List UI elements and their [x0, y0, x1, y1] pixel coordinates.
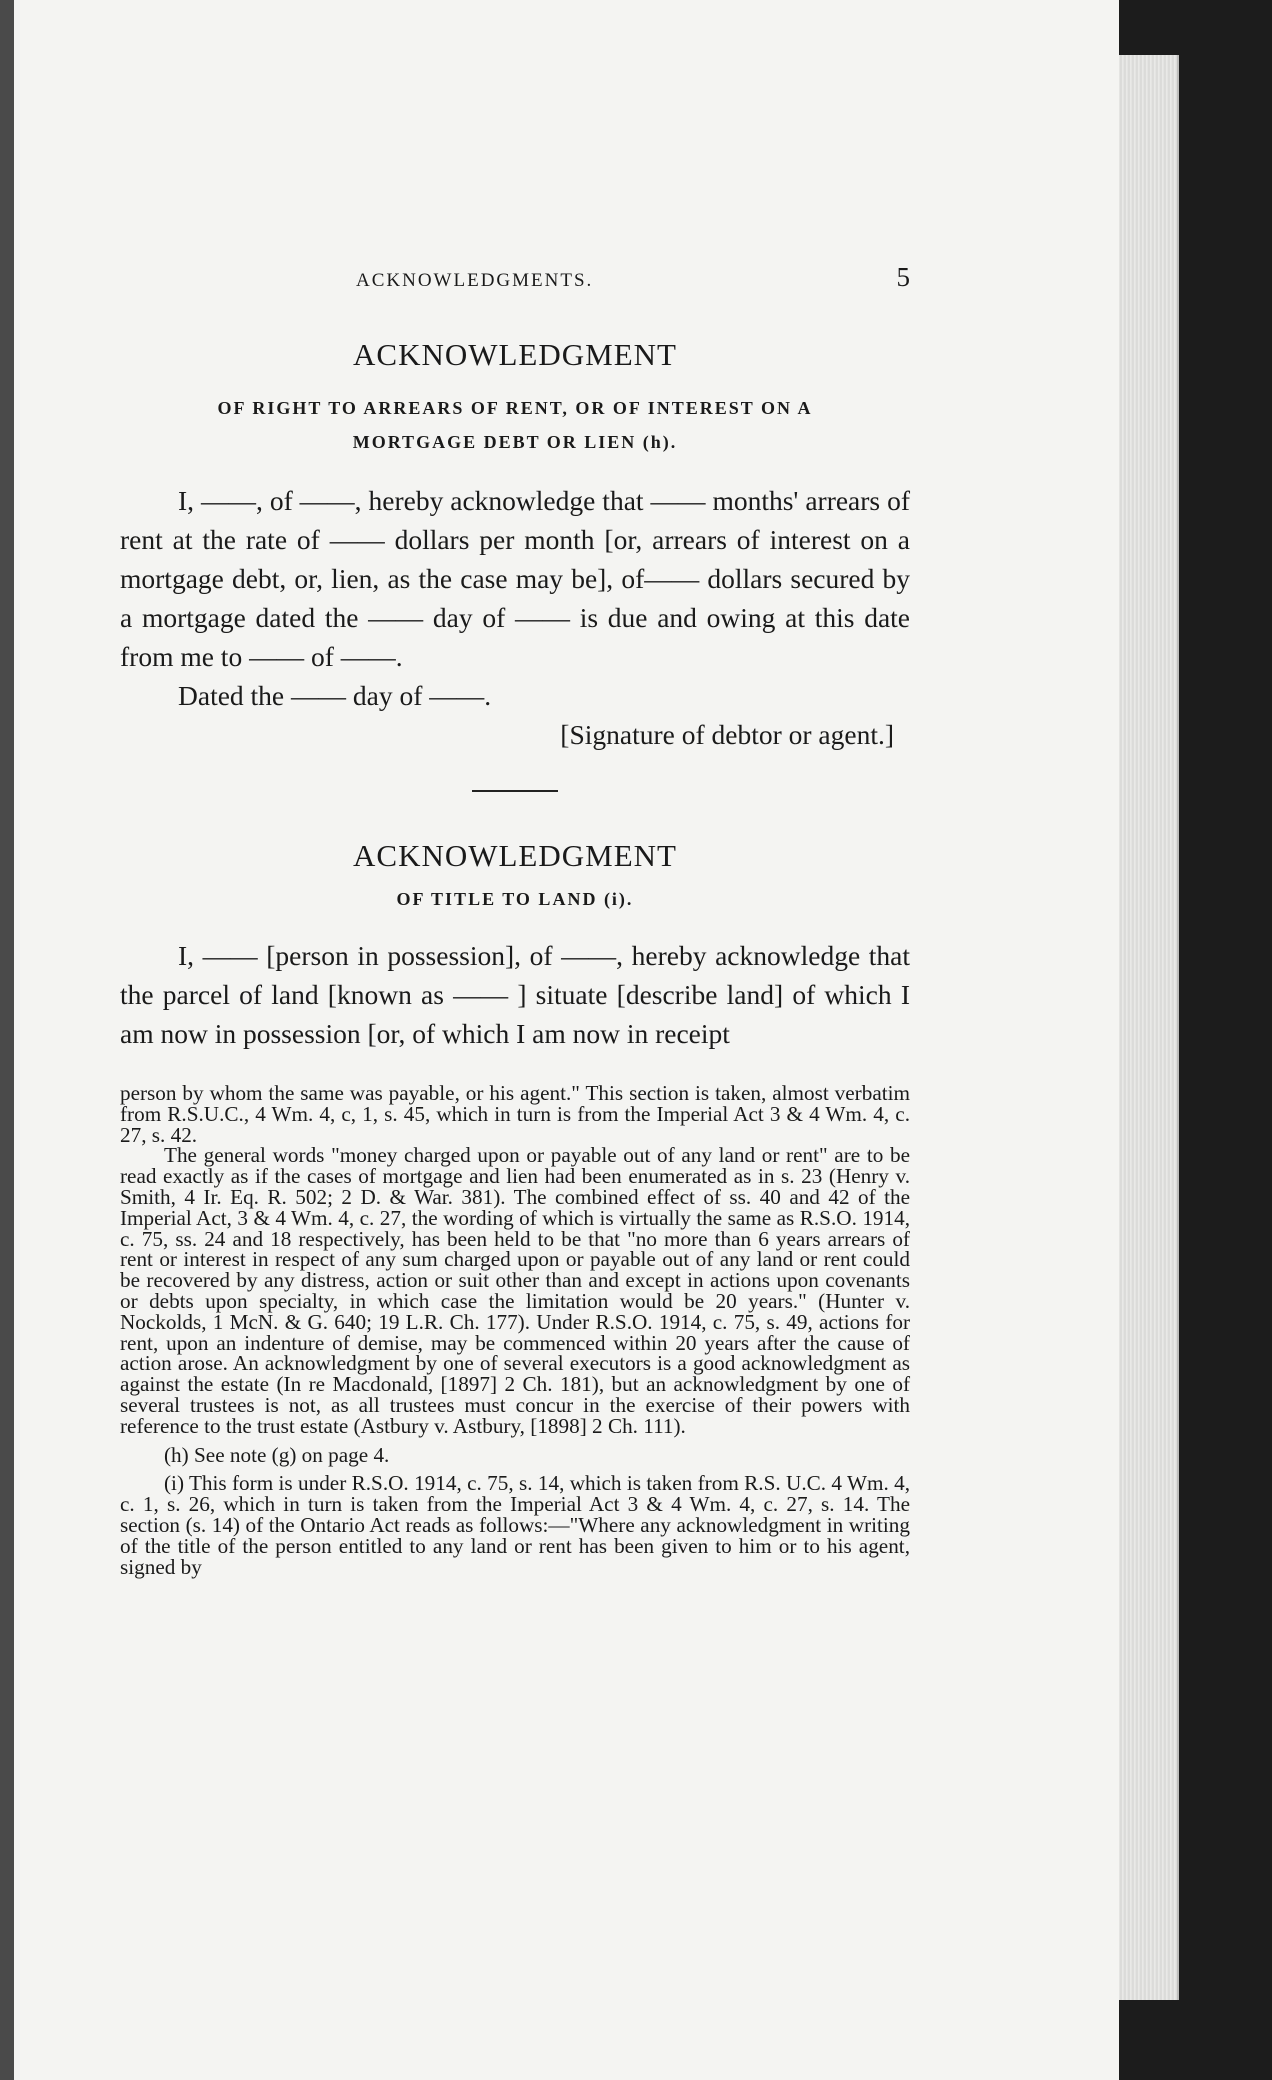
footnote-h: (h) See note (g) on page 4. [164, 1442, 390, 1467]
form1-dated: Dated the —— day of ——. [178, 680, 492, 711]
form1-subtitle-line2: MORTGAGE DEBT OR LIEN (h). [352, 432, 678, 452]
footnote-continuation: person by whom the same was payable, or his agent." This section is taken, almost verbatim from R.S.U.C., 4 Wm. 4, c, 1, s. 45, which in turn is from the Imperial Act 3 & 4 Wm. 4, c. 27, s. 42. [120, 1081, 910, 1147]
page-content [120, 262, 910, 1577]
form1-title: ACKNOWLEDGMENT [353, 337, 677, 372]
book-page [14, 0, 1119, 2080]
footnote-i: (i) This form is under R.S.O. 1914, c. 75, s. 14, which is taken from R.S. U.C. 4 Wm. 4, c. 1, s. 26, which in turn is taken from the Imperial Act 3 & 4 Wm. 4, c. 27, s. 14. The section (s. 14) of the Ontario Act reads as follows:—"Where any acknowledgment in writing of the title of the person entitled to any land or rent has been given to him or to his agent, signed by [120, 1471, 910, 1579]
form1-signature: [Signature of debtor or agent.] [560, 719, 894, 750]
footnote-paragraph: The general words "money charged upon or payable out of any land or rent" are to be read exactly as if the cases of mortgage and lien had been enumerated as in s. 23 (Henry v. Smith, 4 Ir. Eq. R. 502; 2 D. & War. 381). The combined effect of ss. 40 and 42 of the Imperial Act, 3 & 4 Wm. 4, c. 27, the wording of which is virtually the same as R.S.O. 1914, c. 75, ss. 24 and 18 respectively, has been held to be that "no more than 6 years arrears of rent or interest in respect of any sum charged upon or payable out of any land or rent could be recovered by any distress, action or suit other than and except in actions upon covenants or debts upon specialty, in which case the limitation would be 20 years." (Hunter v. Nockolds, 1 McN. & G. 640; 19 L.R. Ch. 177). Under R.S.O. 1914, c. 75, s. 49, actions for rent, upon an indenture of demise, may be commenced within 20 years after the cause of action arose. An acknowledgment by one of several executors is a good acknowledgment as against the estate (In re Macdonald, [1897] 2 Ch. 181), but an acknowledgment by one of several trustees is not, as all trustees must concur in the exercise of their powers with reference to the trust estate (Astbury v. Astbury, [1898] 2 Ch. 111). [120, 1143, 910, 1438]
running-head [356, 262, 910, 293]
form1-body: I, ——, of ——, hereby acknowledge that —— months' arrears of rent at the rate of —— dollars per month [or, arrears of interest on a mortgage debt, or, lien, as the case may be], of—— dollars secured by a mortgage dated the —— day of —— is due and owing at this date from me to —— of ——. [120, 485, 910, 672]
form2-body: I, —— [person in possession], of ——, hereby acknowledge that the parcel of land [known as —— ] situate [describe land] of which I am now in possession [or, of which I am now in receipt [120, 940, 910, 1049]
form1-subtitle-line1: OF RIGHT TO ARREARS OF RENT, OR OF INTEREST ON A [217, 398, 813, 418]
page-number: 5 [896, 262, 910, 292]
running-title: ACKNOWLEDGMENTS. [356, 270, 594, 291]
page-stack-edge [1119, 55, 1179, 2000]
book-spine-shadow [0, 0, 14, 2080]
form2-title: ACKNOWLEDGMENT [353, 838, 677, 873]
form2-subtitle: OF TITLE TO LAND (i). [396, 889, 634, 909]
